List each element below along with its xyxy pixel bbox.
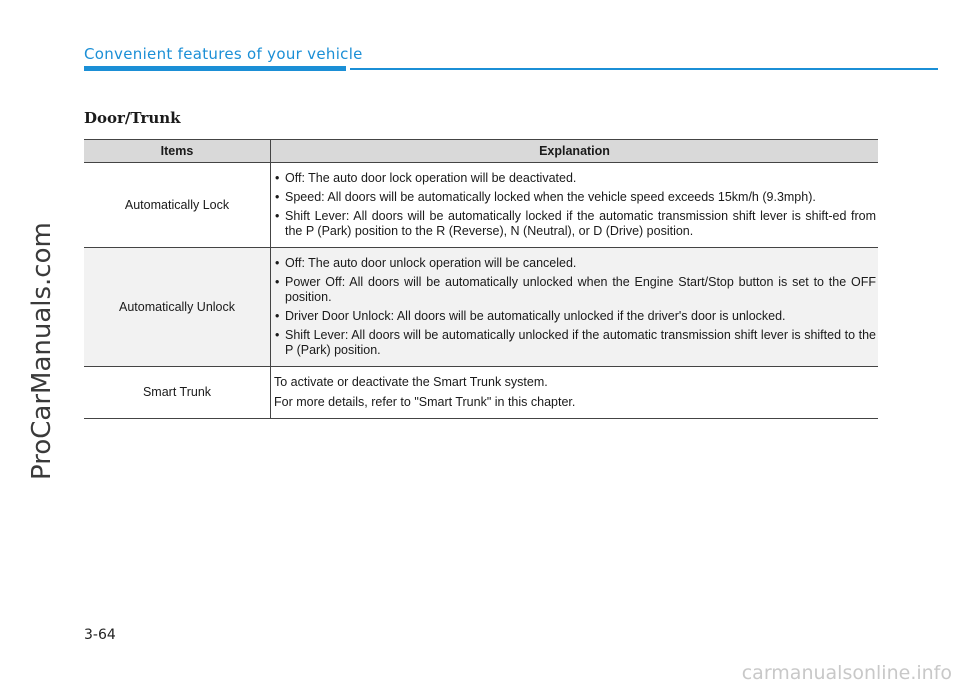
list-item: • Shift Lever: All doors will be automatically locked if the automatic transmission shift lever is shift-ed from the P (Park) position to the R (Reverse), N (Neutral), or D (Drive) position. (275, 209, 876, 238)
page-number: 3-64 (84, 627, 116, 643)
list-item: • Driver Door Unlock: All doors will be automatically unlocked if the driver's door is unlocked. (275, 309, 786, 323)
column-header-explanation: Explanation (271, 140, 879, 163)
column-header-items: Items (84, 140, 271, 163)
table-header-row (84, 140, 878, 163)
chapter-title: Convenient features of your vehicle (84, 45, 363, 63)
explanation-line: To activate or deactivate the Smart Trunk system. (274, 375, 548, 389)
settings-table (84, 139, 878, 419)
side-watermark: ProCarManuals.com (27, 222, 57, 480)
item-cell: Automatically Unlock (84, 248, 271, 367)
list-item: • Power Off: All doors will be automatically unlocked when the Engine Start/Stop button is set to the OFF position. (275, 275, 876, 304)
item-cell: Automatically Lock (84, 163, 271, 248)
list-item: • Off: The auto door unlock operation will be canceled. (275, 256, 577, 270)
table-row (84, 163, 878, 248)
section-title: Door/Trunk (84, 109, 181, 127)
explanation-cell (271, 248, 879, 367)
table-row (84, 248, 878, 367)
list-item: • Shift Lever: All doors will be automatically unlocked if the automatic transmission shift lever is shifted to the P (Park) position. (275, 328, 876, 357)
explanation-cell (271, 163, 879, 248)
footer-watermark: carmanualsonline.info (741, 662, 952, 684)
explanation-cell (271, 367, 879, 419)
item-cell: Smart Trunk (84, 367, 271, 419)
header-accent-bar (84, 66, 346, 71)
table-row (84, 367, 878, 419)
header-rule (350, 68, 938, 70)
bullet-list (274, 171, 876, 239)
explanation-line: For more details, refer to "Smart Trunk" in this chapter. (274, 395, 576, 409)
bullet-list (274, 256, 876, 358)
list-item: • Off: The auto door lock operation will be deactivated. (275, 171, 577, 185)
list-item: • Speed: All doors will be automatically locked when the vehicle speed exceeds 15km/h (9.3mph). (275, 190, 816, 204)
